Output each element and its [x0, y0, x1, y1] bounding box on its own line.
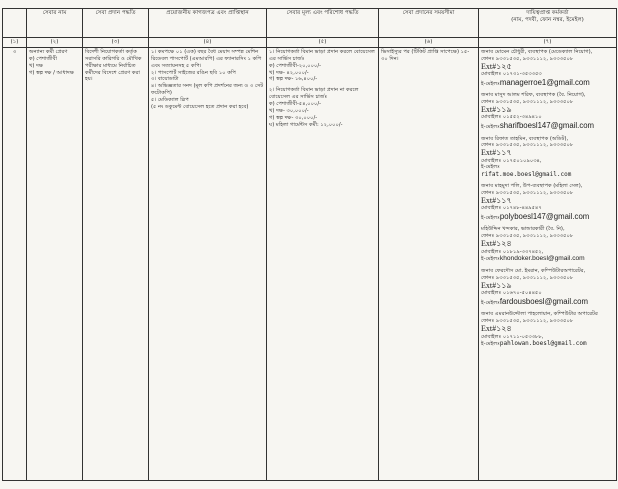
email-label: ই-মেইলঃ: [481, 300, 500, 307]
col-number: (৭): [479, 38, 617, 48]
officer-email: managerroe1@gmail.com: [499, 77, 590, 87]
officer-email-line: [481, 340, 614, 348]
officer-name: জনাব ফেরদৌস মো. ইমরান, কম্পিউটারঅপারেটর,: [481, 268, 586, 275]
col-number: (১): [3, 38, 27, 48]
timeframe-cell: ভিসাইস্যুর পর (টিকিট প্রাপ্তি সাপেক্ষে) ১৫- ৩০ দিন।: [379, 48, 479, 481]
officer-mobile: মোবাইলঃ ০১৮১৯-৩৩৭৪৫২,: [481, 248, 544, 255]
officer-entry: [481, 92, 614, 131]
fee-item: খ) দক্ষ- ৩০,০০০/-: [269, 107, 309, 114]
fee-item: ঘ) মহিলা গার্মেন্টস কর্মী: ১২,০০০/-: [269, 121, 343, 128]
officer-mobile: মোবাইলঃ ০১৭৩১-৩৫৩৩৫৩: [481, 71, 542, 78]
serial-cell: ৩: [3, 48, 27, 481]
officer-ext: Ext#১২৪: [481, 324, 512, 334]
officer-email-line: [481, 78, 614, 88]
officer-phone: ফোনঃ ৯৩৩১৫৩৫, ৯৩৩১১১২, ৯৩৩৩৫০৮: [481, 142, 574, 149]
header-fees: সেবার মূল্য এবং পরিশোধ পদ্ধতি: [267, 9, 379, 38]
document-note: (৫ নং ডকুমেন্ট বোয়েসেল হতে প্রদান করা হবে): [151, 103, 249, 110]
header-officers: দায়িত্বপ্রাপ্ত কর্মকর্তা (নাম, পদবী, ফোন নম্বর, ইমেইল): [479, 9, 617, 38]
method-cell: বিদেশী নিয়োগকর্তা কর্তৃক সরাসরি কারিগরি ও মৌখিক পরীক্ষার মাধ্যমে নির্বাচিত কর্মীদের বিদেশে প্রেরণ করা হয়।: [83, 48, 149, 481]
officer-name: জনাব রিফাত তাহমিন, ব্যবস্থাপক (অডিট),: [481, 135, 569, 142]
officer-phone: ফোনঃ ৯৩৩১৫৩৫, ৯৩৩১১১২, ৯৩৩৩৫০৮: [481, 55, 574, 62]
officer-phone: ফোনঃ ৯৩৩১৫৩৫, ৯৩৩১১১২, ৯৩৩৩৫০৮: [481, 318, 574, 325]
fee-heading: ২। নিয়োগকর্তা বিমান ভাড়া প্রদান না করলে বোয়েসেল এর সার্ভিস চার্জঃ: [269, 87, 359, 101]
header-cell: [3, 9, 27, 38]
column-number-row: [3, 38, 617, 48]
service-name-line: গ) স্বল্প দক্ষ / আধাদক্ষ: [29, 69, 74, 76]
email-label: ই-মেইলঃ: [481, 124, 500, 131]
officer-email-line: [481, 121, 614, 131]
officer-email: polyboesl147@gmail.com: [499, 212, 590, 222]
officer-email: sharifboesl147@gmail.com: [499, 121, 595, 131]
officer-ext: Ext#১১৭: [481, 148, 512, 158]
service-name-cell: [27, 48, 83, 481]
officer-mobile: মোবাইলঃ ০১৬৭০-৫০৪৪৫০: [481, 290, 542, 297]
officer-name: জনাব এমরানউদ্দৌলা পাহলোয়ান, কম্পিউটার অপারেটর: [481, 311, 598, 318]
header-timeframe: সেবা প্রদানের সময়সীমা: [379, 9, 479, 38]
officer-email-label: ই-মেইলঃ: [481, 164, 500, 171]
header-service-name: সেবার নাম: [27, 9, 83, 38]
officer-entry: [481, 226, 614, 264]
officer-entry: [481, 183, 614, 222]
officer-entry: [481, 268, 614, 307]
document-item: ২। পাসপোর্ট সাইজের রঙিন ছবি ১০ কপি: [151, 69, 236, 76]
document-item: ১। কমপক্ষে ০১ (এক) বছর বৈধ মেয়াদ সম্পন্ন মেশিন রিডেবল পাসপোর্ট (এমআরপি) এর ফ্যানারসিং ১ কপি এবং সত্যায়নসহ ৫ কপি।: [151, 49, 262, 69]
col-number: (৫): [267, 38, 379, 48]
documents-cell: [149, 48, 267, 481]
service-name-line: ক) পেশাজীবী: [29, 55, 57, 62]
officer-entry: [481, 311, 614, 348]
officer-entry: [481, 49, 614, 88]
officer-entry: [481, 136, 614, 180]
officer-phone: ফোনঃ ৯৩৩১৫৩৫, ৯৩৩১১১২, ৯৩৩৩৫০৮: [481, 99, 574, 106]
document-item: ৪। অভিজ্ঞতার সনদ (মূল কপি প্রদর্শনের জন্য ও ৩ সেট ফটোকপি): [151, 83, 264, 97]
officer-email: khondoker.boesl@gmail.com: [499, 255, 585, 263]
email-label: ই-মেইলঃ: [481, 256, 500, 263]
officer-ext: Ext#১১৯: [481, 104, 512, 114]
col-number: (৬): [379, 38, 479, 48]
officer-name: জনাব মাহমুদা পলি, উপ-ব্যবস্থাপক (মহিলা সেল),: [481, 183, 583, 190]
header-documents: প্রয়োজনীয় কাগজপত্র এবং প্রাপ্তিস্থান: [149, 9, 267, 38]
officer-ext: Ext#১২৪: [481, 239, 512, 249]
officers-cell: [479, 48, 617, 481]
officer-email: fardousboesl@gmail.com: [499, 297, 588, 307]
fees-cell: [267, 48, 379, 481]
officer-mobile: মোবাইলঃ ০১৭৫০১০৯০৩৪,: [481, 157, 542, 164]
officer-mobile: মোবাইলঃ ০১৭৪৮-৪৪৯৫৪৭: [481, 205, 542, 212]
fee-item: গ) স্বল্প দক্ষ- ১৬,৪০০/-: [269, 76, 318, 83]
officer-email: rifat.moe.boesl@gmail.com: [481, 171, 572, 179]
fee-item: ক) পেশাজীবী-২০,০০০/-: [269, 62, 322, 69]
officer-mobile: মোবাইলঃ ০১৫৫২-৩৪৯৪১০: [481, 114, 542, 121]
officer-email-line: [481, 297, 614, 307]
officer-mobile: মোবাইলঃ ০১৭১১-০৫৩৩৮৮,: [481, 333, 544, 340]
table-row: [3, 48, 617, 481]
header-row: [3, 9, 617, 38]
officer-email: pahlowan.boesl@gmail.com: [499, 340, 587, 348]
officer-phone: ফোনঃ ৯৩৩১৫৩৫, ৯৩৩১১১২, ৯৩৩৩৫০৮: [481, 275, 574, 282]
email-label: ই-মেইলঃ: [481, 215, 500, 222]
col-number: (৩): [83, 38, 149, 48]
document-item: ৫। মেডিক্যাল স্লিপ: [151, 97, 189, 104]
header-method: সেবা প্রদান পদ্ধতি: [83, 9, 149, 38]
officer-name: জনাব মোমেন চৌধুরী, ব্যবস্থাপক (মেডেক্যাল নিয়োগ),: [481, 49, 593, 55]
service-name-line: অন্যান্য কর্মী প্রেরণ: [29, 49, 68, 55]
service-name-line: খ) দক্ষ: [29, 62, 44, 69]
officer-ext: Ext#১২৫: [481, 61, 512, 71]
officer-email-line: [481, 212, 614, 222]
officer-ext: Ext#১১৭: [481, 195, 512, 205]
officer-ext: Ext#১১৯: [481, 280, 512, 290]
officer-phone: ফোনঃ ৯৩৩১৫৩৫, ৯৩৩১১১২, ৯৩৩৩৫০৮: [481, 233, 574, 240]
fee-item: গ) স্বল্প দক্ষ- ৩০,০০০/-: [269, 114, 318, 121]
email-label: ই-মেইলঃ: [481, 80, 500, 87]
officer-name: জনাব মাসুদ আলম শরিফ, ব্যবস্থাপক (বৈ. নিয়োগ),: [481, 92, 586, 99]
email-label: ই-মেইলঃ: [481, 341, 500, 348]
officer-name: মহিউদ্দিন খন্দকার, ভান্ডারকারী (বৈ. নি),: [481, 226, 565, 233]
fee-heading: ১। নিয়োগকর্তা বিমান ভাড়া প্রদান করলে বোয়েসেল এর সার্ভিস চার্জঃ: [269, 49, 375, 62]
fee-item: ক) পেশাজীবী-৫৪,০০০/-: [269, 101, 321, 108]
col-number: (৪): [149, 38, 267, 48]
officer-phone: ফোনঃ ৯৩৩১৫৩৫, ৯৩৩১১১২, ৯৩৩৩৫০৮: [481, 190, 574, 197]
officer-email-line: [481, 255, 614, 264]
col-number: (২): [27, 38, 83, 48]
service-table: [2, 8, 617, 481]
document-item: ৩। বায়োডাটা: [151, 76, 179, 83]
fee-item: খ) দক্ষ- ৪২,০০০/-: [269, 69, 309, 76]
